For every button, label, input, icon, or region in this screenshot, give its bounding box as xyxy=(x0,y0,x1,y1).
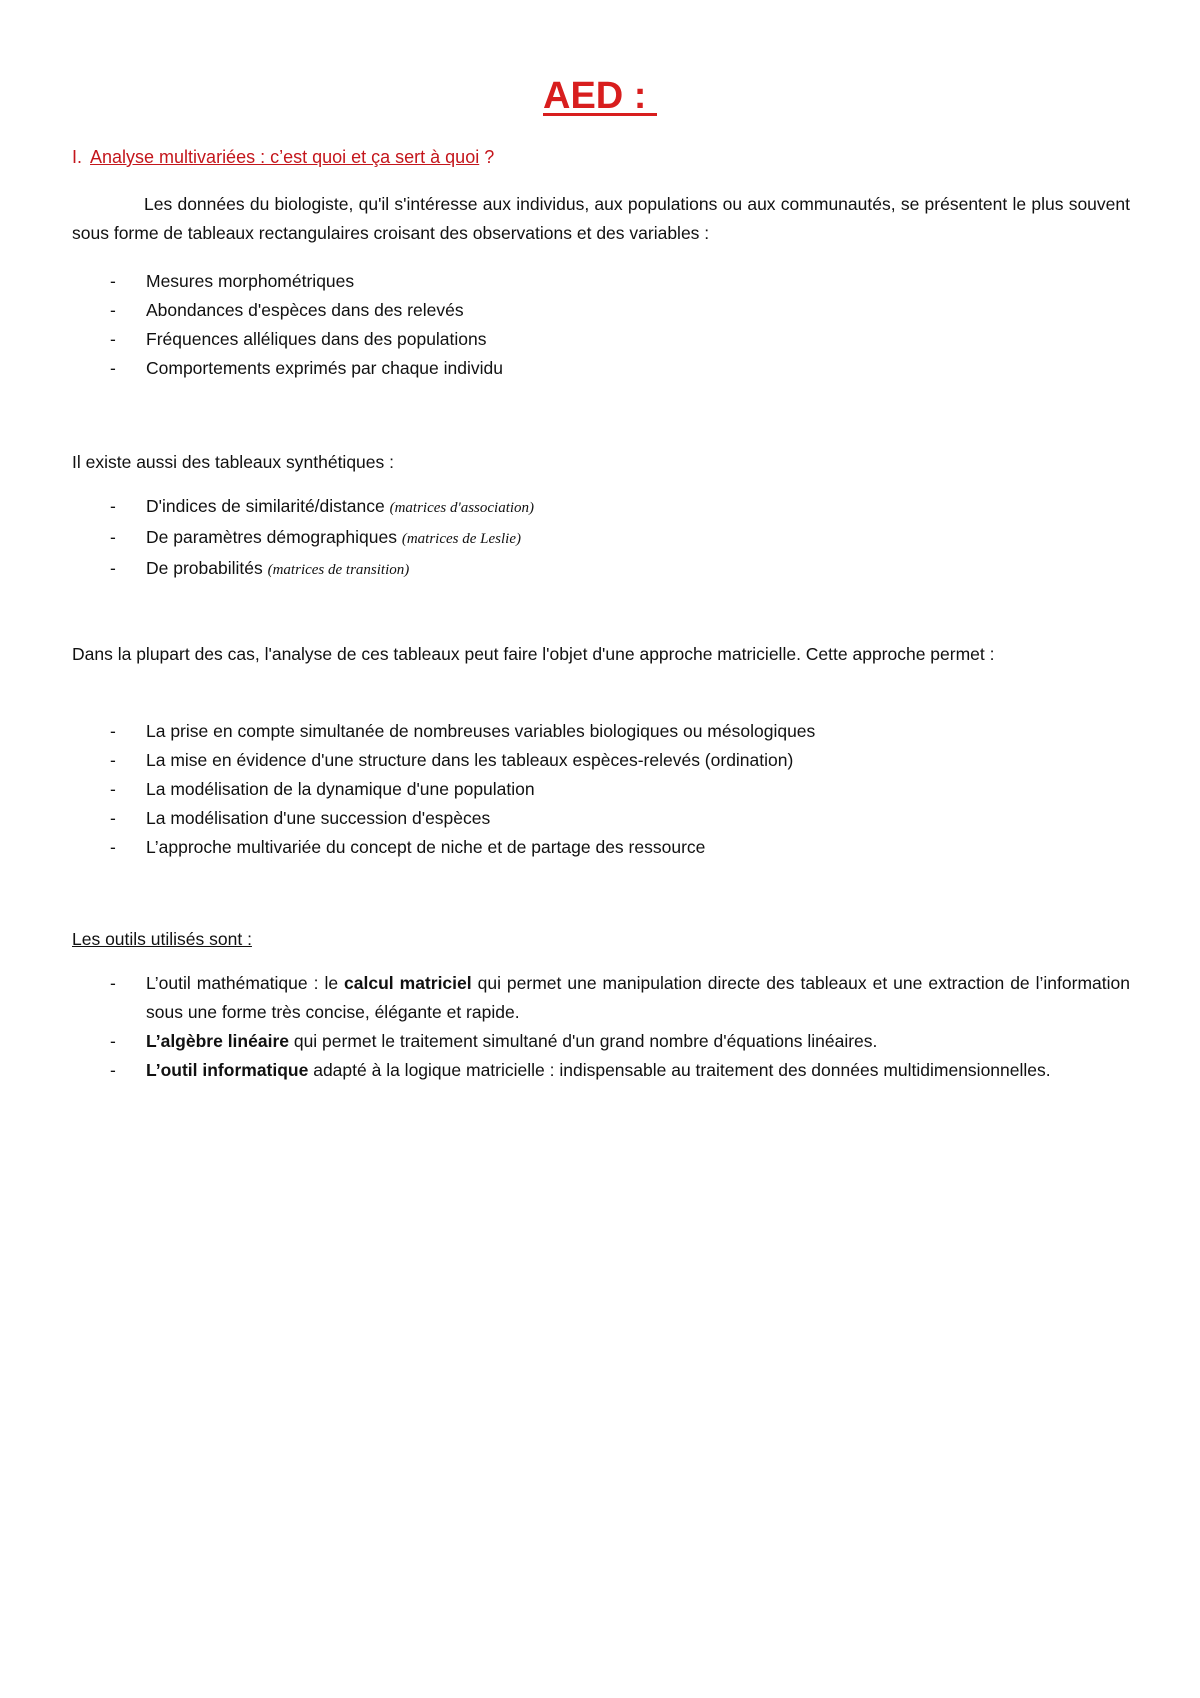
section-heading-text: Analyse multivariées : c’est quoi et ça sert à quoi xyxy=(90,147,480,167)
list-item-note: (matrices de transition) xyxy=(267,562,410,578)
list-item: - La prise en compte simultanée de nombreuses variables biologiques ou mésologiques xyxy=(72,717,1130,746)
intro-paragraph: Les données du biologiste, qu'il s'intéresse aux individus, aux populations ou aux communautés, se présentent le plus souvent sous forme de tableaux rectangulaires croisant des observations et des variables : xyxy=(72,194,1130,243)
approach-paragraph: Dans la plupart des cas, l'analyse de ces tableaux peut faire l'objet d'une approche matricielle. Cette approche permet : xyxy=(72,644,995,664)
list-item: - L’approche multivariée du concept de niche et de partage des ressource xyxy=(72,833,1130,862)
list-item: - Fréquences alléliques dans des populations xyxy=(72,325,1130,354)
list-item xyxy=(72,1027,1130,1056)
list-item xyxy=(72,1056,1130,1085)
list-item-bold: calcul matriciel xyxy=(344,973,472,993)
section-number: I. xyxy=(72,147,83,167)
list-item-note: (matrices d'association) xyxy=(389,500,535,516)
list-item xyxy=(72,492,1130,523)
document-title: AED : xyxy=(543,75,657,117)
list-item-text: qui permet le traitement simultané d'un grand nombre d'équations linéaires. xyxy=(288,1031,878,1051)
tools-list xyxy=(72,969,1130,1085)
list-item-text: qui permet une manipulation directe des tableaux et une extraction de l’information sous une forme très concise, élégante et rapide. xyxy=(146,973,1130,1022)
synthetic-list xyxy=(72,492,1130,585)
list-item-text: adapté à la logique matricielle : indispensable au traitement des données multidimensionnelles. xyxy=(308,1060,1051,1080)
list-item-text: De paramètres démographiques xyxy=(146,527,402,547)
list-item-text: De probabilités xyxy=(146,558,268,578)
measures-list xyxy=(72,267,1130,383)
list-item xyxy=(72,969,1130,1027)
section-heading xyxy=(72,147,494,168)
list-item: - La modélisation d'une succession d'espèces xyxy=(72,804,1130,833)
list-item: - La modélisation de la dynamique d'une population xyxy=(72,775,1130,804)
list-item-bold: L’outil informatique xyxy=(146,1060,309,1080)
list-item-bold: L’algèbre linéaire xyxy=(146,1031,289,1051)
list-item: - Comportements exprimés par chaque individu xyxy=(72,354,1130,383)
section-heading-tail: ? xyxy=(479,147,495,167)
list-item-text: L’outil mathématique : le xyxy=(146,973,345,993)
list-item-note: (matrices de Leslie) xyxy=(401,531,521,547)
list-item: - La mise en évidence d'une structure dans les tableaux espèces-relevés (ordination) xyxy=(72,746,1130,775)
list-item: - Mesures morphométriques xyxy=(72,267,1130,296)
list-item xyxy=(72,554,1130,585)
list-item xyxy=(72,523,1130,554)
tools-heading: Les outils utilisés sont : xyxy=(72,929,252,949)
list-item-text: D'indices de similarité/distance xyxy=(146,496,390,516)
approach-list xyxy=(72,717,1130,862)
list-item: - Abondances d'espèces dans des relevés xyxy=(72,296,1130,325)
synthetic-intro: Il existe aussi des tableaux synthétiques : xyxy=(72,452,394,472)
